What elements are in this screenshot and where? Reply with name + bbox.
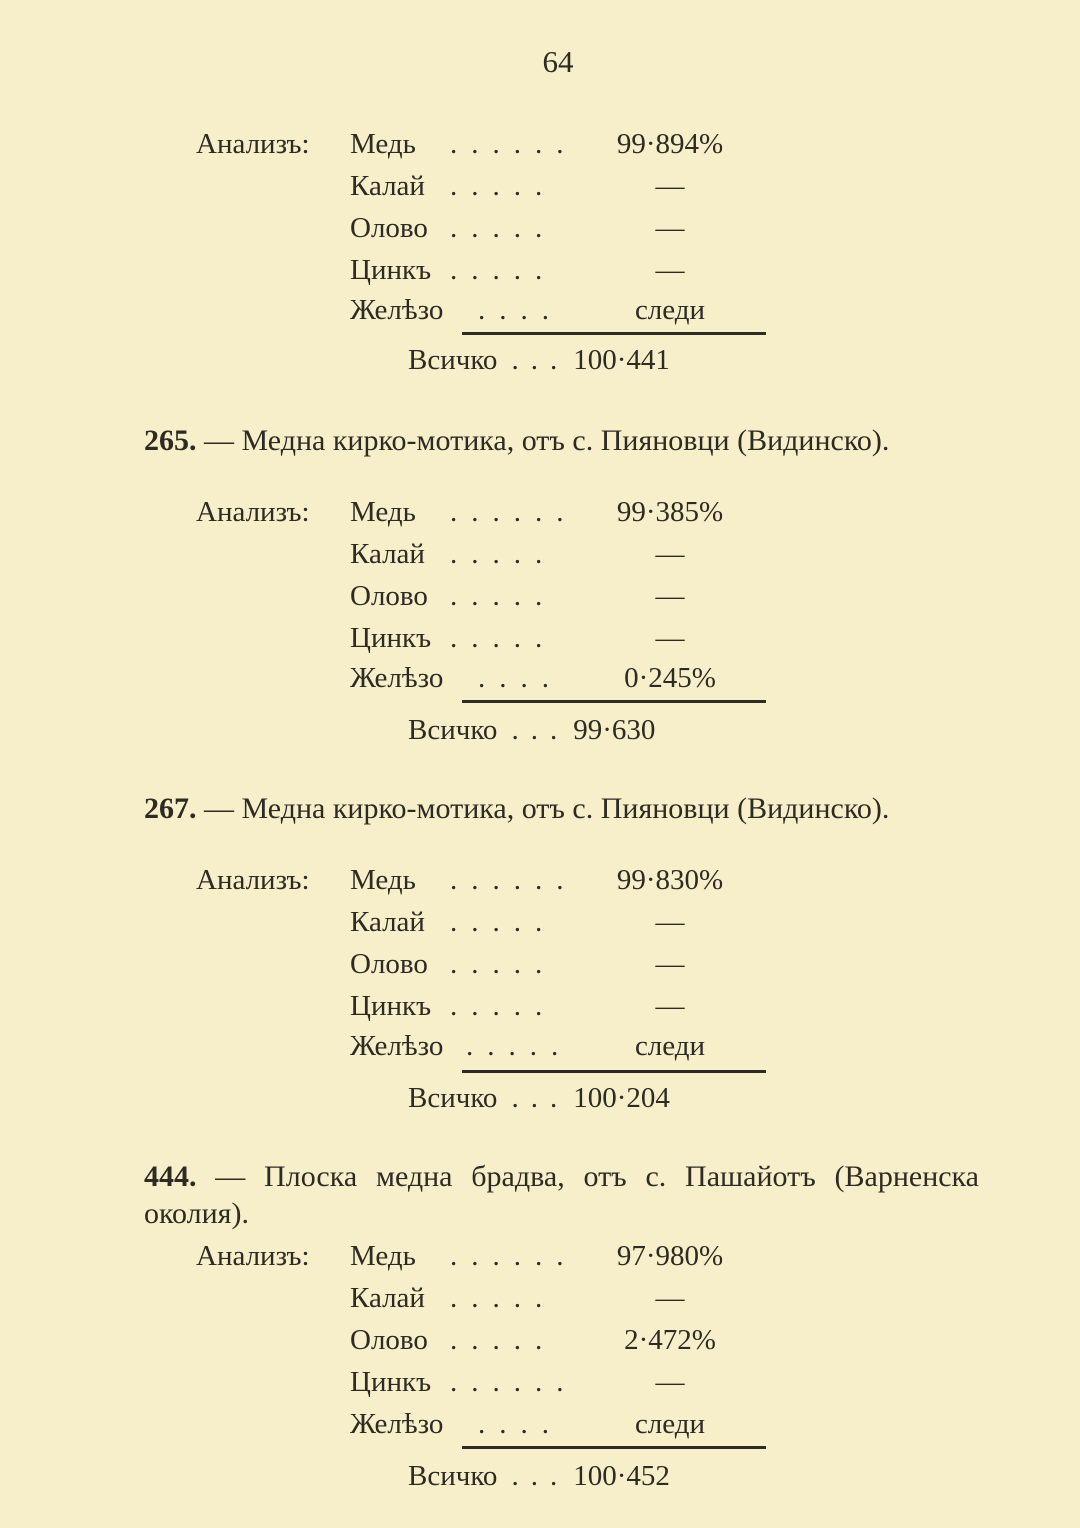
leader-dots: ... [511,714,570,746]
element-value: следи [634,294,706,326]
leader-dots: ...... [450,1240,578,1272]
element-name: Калай [350,538,425,570]
element-row-zinc [350,254,770,294]
total-line [408,1082,670,1115]
leader-dots: ..... [450,948,557,980]
element-row-iron [350,1030,770,1070]
total-value: 99·630 [573,714,656,746]
total-label: Всичко [408,1082,498,1114]
total-label: Всичко [408,714,498,746]
element-name: Медь [350,128,416,160]
element-name: Калай [350,170,425,202]
analysis-label: Анализъ: [196,1240,310,1272]
leader-dots: ..... [450,580,557,612]
total-line [408,1460,670,1493]
element-name: Олово [350,212,428,244]
element-value: 99·830% [616,864,724,896]
element-value: — [655,906,685,938]
element-name: Олово [350,948,428,980]
total-label: Всичко [408,344,498,376]
element-value: — [655,212,685,244]
leader-dots: .... [478,294,563,326]
element-value: 2·472% [624,1324,716,1356]
leader-dots: ... [511,344,570,376]
element-value: следи [634,1408,706,1440]
entry-number: 267. [144,792,197,825]
leader-dots: ..... [450,538,557,570]
element-name: Олово [350,580,428,612]
element-row-tin-kalai [350,906,770,946]
leader-dots: ...... [450,1366,578,1398]
element-value: 99·894% [616,128,724,160]
leader-dots: ..... [450,212,557,244]
element-row-tin-kalai [350,1282,770,1322]
element-row-copper [350,1240,770,1280]
element-row-tin-kalai [350,170,770,210]
element-row-olovo [350,948,770,988]
element-value: — [655,538,685,570]
leader-dots: ... [511,1082,570,1114]
element-name: Цинкъ [350,990,432,1022]
entry-heading [144,422,979,459]
element-row-tin-kalai [350,538,770,578]
leader-dots: ..... [466,1030,573,1062]
element-row-zinc [350,622,770,662]
analysis-label: Анализъ: [196,864,310,896]
element-name: Цинкъ [350,254,432,286]
element-name: Цинкъ [350,1366,432,1398]
entry-description: — Плоска медна брадва, отъ с. Пашайотъ (Варненска околия). [144,1160,979,1230]
leader-dots: ...... [450,128,578,160]
total-label: Всичко [408,1460,498,1492]
sum-rule [462,1446,766,1449]
element-value: 97·980% [616,1240,724,1272]
element-row-iron [350,662,770,702]
page-number: 64 [542,44,574,79]
leader-dots: ..... [450,990,557,1022]
entry-number: 444. [144,1160,197,1193]
element-row-copper [350,128,770,168]
total-line [408,714,655,747]
sum-rule [462,700,766,703]
element-value: — [655,622,685,654]
sum-rule [462,1070,766,1073]
element-name: Медь [350,496,416,528]
element-value: — [655,948,685,980]
total-value: 100·441 [573,344,670,376]
element-name: Калай [350,1282,425,1314]
element-row-olovo [350,580,770,620]
element-row-olovo [350,212,770,252]
total-value: 100·204 [573,1082,670,1114]
element-value: — [655,254,685,286]
element-name: Желѣзо [350,1030,444,1062]
leader-dots: .... [478,1408,563,1440]
leader-dots: ..... [450,622,557,654]
sum-rule [462,332,766,335]
leader-dots: ... [511,1460,570,1492]
element-row-copper [350,496,770,536]
leader-dots: .... [478,662,563,694]
element-row-zinc [350,990,770,1030]
element-row-copper [350,864,770,904]
total-line [408,344,670,377]
leader-dots: ..... [450,254,557,286]
entry-description: — Медна кирко-мотика, отъ с. Пияновци (Видинско). [204,792,890,825]
element-row-zinc [350,1366,770,1406]
element-value: — [655,170,685,202]
element-name: Желѣзо [350,662,444,694]
total-value: 100·452 [573,1460,670,1492]
analysis-label: Анализъ: [196,128,310,160]
element-row-iron [350,1408,770,1448]
analysis-label: Анализъ: [196,496,310,528]
element-value: следи [634,1030,706,1062]
element-value: — [655,990,685,1022]
leader-dots: ..... [450,1282,557,1314]
element-value: 99·385% [616,496,724,528]
element-row-iron [350,294,770,334]
element-name: Олово [350,1324,428,1356]
element-name: Медь [350,864,416,896]
entry-heading [144,1158,979,1232]
entry-description: — Медна кирко-мотика, отъ с. Пияновци (Видинско). [204,424,890,457]
element-name: Желѣзо [350,294,444,326]
element-row-olovo [350,1324,770,1364]
entry-heading [144,790,979,827]
entry-number: 265. [144,424,197,457]
element-name: Желѣзо [350,1408,444,1440]
element-value: 0·245% [624,662,716,694]
leader-dots: ...... [450,864,578,896]
element-value: — [655,580,685,612]
element-name: Медь [350,1240,416,1272]
leader-dots: ..... [450,170,557,202]
element-value: — [655,1282,685,1314]
element-value: — [655,1366,685,1398]
leader-dots: ..... [450,1324,557,1356]
element-name: Калай [350,906,425,938]
element-name: Цинкъ [350,622,432,654]
leader-dots: ..... [450,906,557,938]
leader-dots: ...... [450,496,578,528]
